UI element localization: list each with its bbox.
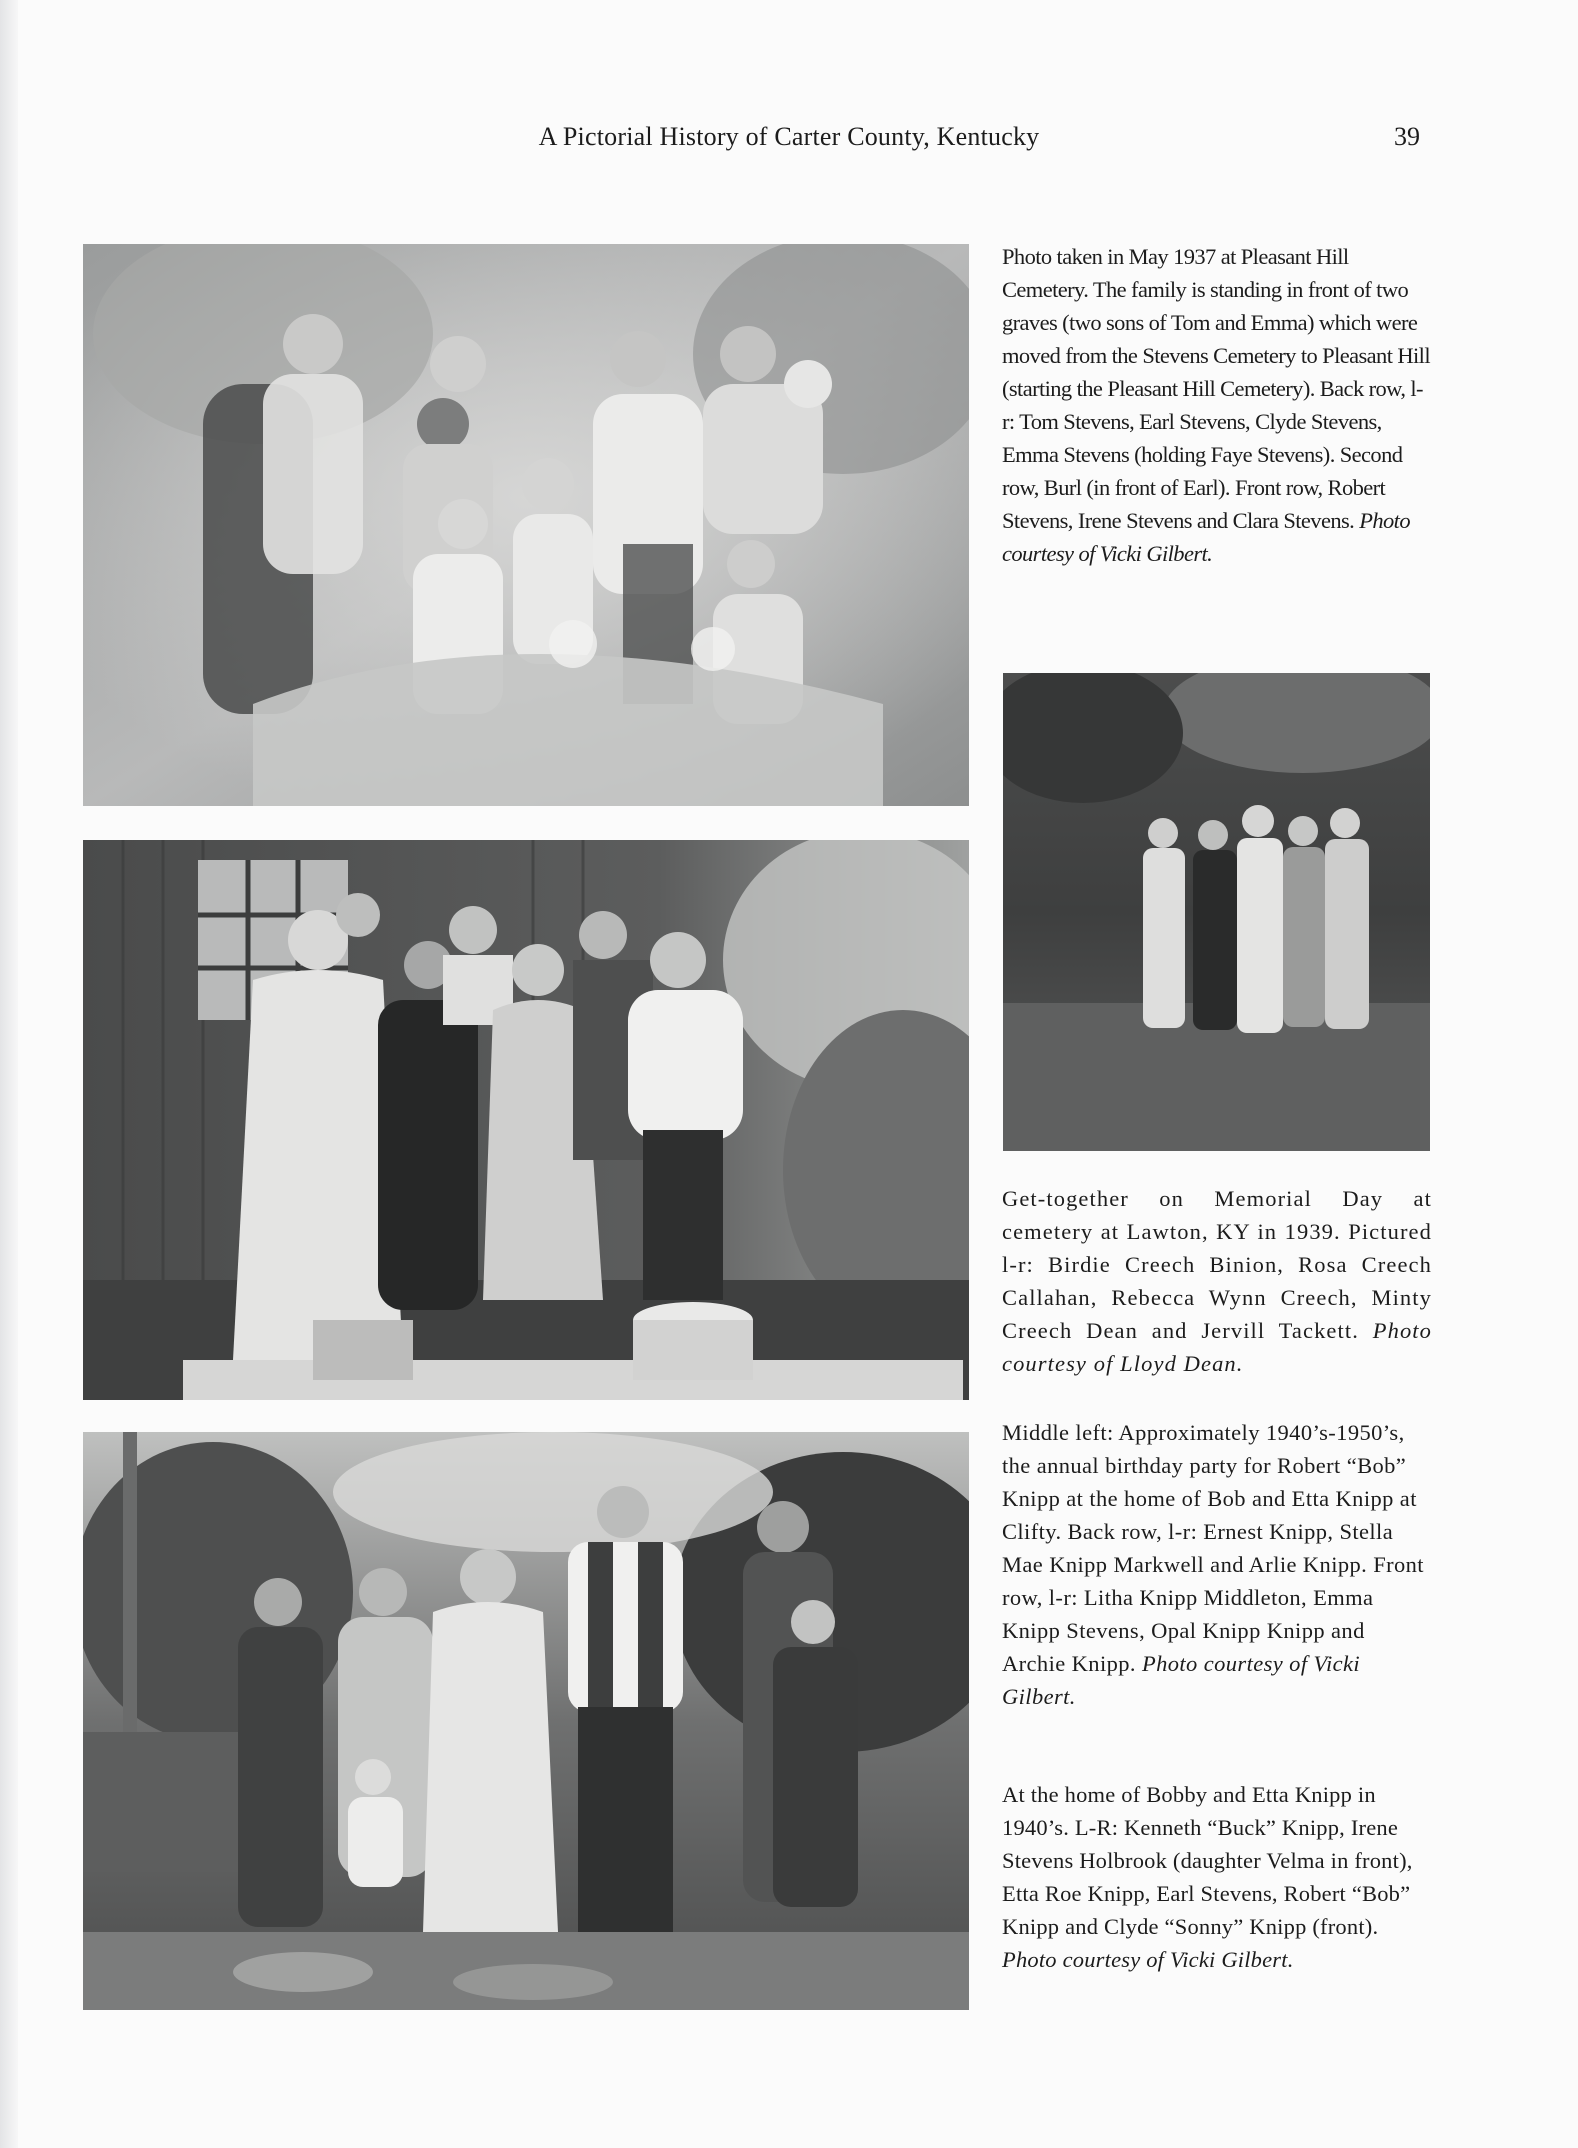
photo-knipp-home	[83, 1432, 969, 2010]
photo-credit: Photo courtesy of Vicki Gilbert.	[1002, 1947, 1294, 1972]
running-head-title: A Pictorial History of Carter County, Kentucky	[538, 122, 1040, 151]
caption-cemetery-1937	[1002, 240, 1432, 570]
caption-text: Photo taken in May 1937 at Pleasant Hill Cemetery. The family is standing in front of two graves (two sons of Tom and Emma) which were moved from the Stevens Cemetery to Pleasant Hill (starting the Pleasant Hill Cemetery). Back row, l-r: Tom Stevens, Earl Stevens, Clyde Stevens, Emma Stevens (holding Faye Stevens). Second row, Burl (in front of Earl). Front row, Robert Stevens, Irene Stevens and Clara Stevens.	[1002, 244, 1430, 533]
caption-memorial-day	[1002, 1182, 1432, 1380]
photo-memorial-day	[1003, 673, 1430, 1151]
caption-knipp-home	[1002, 1778, 1432, 1976]
caption-text: Get-together on Memorial Day at cemetery at Lawton, KY in 1939. Pictured l-r: Birdie Creech Binion, Rosa Creech Callahan, Rebecca Wynn Creech, Minty Creech Dean and Jervill Tackett.	[1002, 1186, 1432, 1343]
photo-cemetery-1937	[83, 244, 969, 806]
caption-text: Middle left: Approximately 1940’s-1950’s, the annual birthday party for Robert “Bob” Knipp at the home of Bob and Etta Knipp at Clifty. Back row, l-r: Ernest Knipp, Stella Mae Knipp Markwell and Arlie Knipp. Front row, l-r: Litha Knipp Middleton, Emma Knipp Stevens, Opal Knipp Knipp and Archie Knipp.	[1002, 1420, 1424, 1676]
photo-credit: Photo courtesy of Lloyd Dean.	[1002, 1318, 1432, 1376]
photo-credit: Photo courtesy of Vicki Gilbert.	[1002, 508, 1410, 566]
photo-credit: Photo courtesy of Vicki Gilbert.	[1002, 1651, 1361, 1709]
page-number: 39	[1394, 122, 1420, 151]
photo-birthday-party	[83, 840, 969, 1400]
caption-birthday-party	[1002, 1416, 1432, 1713]
page-edge-shadow	[0, 0, 18, 2148]
caption-text: At the home of Bobby and Etta Knipp in 1940’s. L-R: Kenneth “Buck” Knipp, Irene Stevens Holbrook (daughter Velma in front), Etta Roe Knipp, Earl Stevens, Robert “Bob” Knipp and Clyde “Sonny” Knipp (front).	[1002, 1782, 1413, 1939]
